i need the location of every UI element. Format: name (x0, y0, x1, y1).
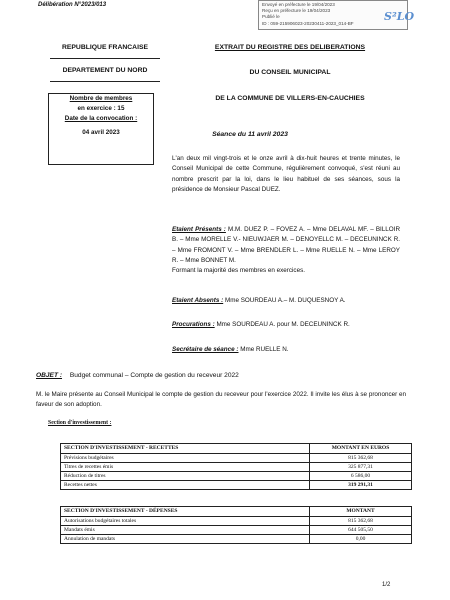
row-label: Titres de recettes émis (61, 462, 310, 471)
table-header-row (61, 507, 412, 517)
row-amount: 6 586,00 (310, 471, 412, 480)
stamp-line: Reçu en préfecture le 19/04/2023 (262, 8, 331, 14)
procurations-block (172, 320, 400, 330)
divider (50, 81, 160, 82)
row-label: Recettes nettes (61, 480, 310, 489)
intro-paragraph: M. le Maire présente au Conseil Municipal le compte de gestion du receveur pour l'exercice 2022. Il invite les élus à se prononcer en faveur de son adoption. (36, 391, 406, 408)
stamp-line: ID : 059-215906023-20230411-2023_014-BF (262, 20, 354, 26)
table-header-amount: MONTANT EN EUROS (310, 444, 412, 454)
deliberation-reference: Délibération N°2023/013 (38, 2, 107, 8)
row-label: Annulation de mandats (61, 534, 310, 543)
table-row (61, 525, 412, 534)
objet-line (36, 372, 239, 379)
republique-header: REPUBLIQUE FRANCAISE (61, 44, 149, 51)
departement-header: DEPARTEMENT DU NORD (62, 67, 148, 74)
objet-label: OBJET : (36, 372, 63, 379)
stamp-line: Envoyé en préfecture le 19/04/2023 (262, 2, 335, 7)
table-header-label: SECTION D'INVESTISSEMENT - DÉPENSES (61, 507, 310, 517)
secretaire-block (172, 345, 400, 355)
row-label: Prévisions budgétaires (61, 453, 310, 462)
members-count: en exercice : 15 (77, 105, 125, 112)
procurations-text: Mme SOURDEAU A. pour M. DECEUNINCK R. (216, 321, 350, 328)
members-label: Nombre de membres (69, 95, 133, 102)
commune-title: DE LA COMMUNE DE VILLERS-EN-CAUCHIES (215, 95, 365, 102)
row-amount: 319 291,31 (310, 480, 412, 489)
recettes-table (60, 443, 412, 490)
row-label: Autorisations budgétaires totales (61, 516, 310, 525)
table-header-row (61, 444, 412, 454)
row-amount: 815 362,68 (310, 516, 412, 525)
table-row (61, 516, 412, 525)
divider (50, 58, 160, 59)
page-number: 1/2 (382, 582, 391, 588)
row-label: Mandats émis (61, 525, 310, 534)
info-box (48, 93, 154, 165)
row-amount: 325 877,31 (310, 462, 412, 471)
objet-text: Budget communal – Compte de gestion du receveur 2022 (69, 372, 239, 379)
table-row-total (61, 480, 412, 489)
secretaire-name: Mme RUELLE N. (240, 346, 289, 353)
absents-list: Mme SOURDEAU A.– M. DUQUESNOY A. (224, 297, 346, 304)
register-title: EXTRAIT DU REGISTRE DES DELIBERATIONS (214, 44, 366, 51)
stamp-line: Publié le (262, 14, 280, 20)
table-header-amount: MONTANT (310, 507, 412, 517)
majority-text: Formant la majorité des membres en exercices. (172, 267, 305, 275)
row-amount: 644 505,50 (310, 525, 412, 534)
council-title: DU CONSEIL MUNICIPAL (249, 69, 331, 76)
table-row (61, 462, 412, 471)
table-header-label: SECTION D'INVESTISSEMENT - RECETTES (61, 444, 310, 454)
row-amount: 815 362,68 (310, 453, 412, 462)
row-amount: 0,00 (310, 534, 412, 543)
slo-logo: S²LO (384, 10, 415, 23)
convocation-label: Date de la convocation : (64, 115, 138, 122)
section-investissement-heading: Section d'investissement : (48, 420, 112, 426)
secretaire-label: Secrétaire de séance : (172, 346, 239, 353)
presents-list: M.M. DUEZ P. – FOVEZ A. – Mme DELAVAL MF. – BILLOIR B. – Mme MORELLE V.- NIEUWJAER M. – DENOYELLC M. – DECEUNINCK R. – Mme FROMONT V. – Mme BRENDLER L. – Mme RUELLE N. – Mme LEROY R. – Mme BONNET M. (172, 226, 400, 264)
depenses-table (60, 506, 412, 544)
absents-label: Etaient Absents : (172, 297, 224, 304)
presents-label: Etaient Présents : (172, 226, 226, 233)
seance-date: Séance du 11 avril 2023 (212, 131, 288, 138)
absents-block (172, 296, 400, 306)
table-row (61, 453, 412, 462)
table-row (61, 471, 412, 480)
presents-block (172, 225, 400, 276)
preamble-paragraph: L'an deux mil vingt-trois et le onze avril à dix-huit heures et trente minutes, le Conseil Municipal de cette Commune, régulièrement convoqué, s'est réuni au nombre prescrit par la loi, dans le lieu habituel de ses séances, sous la présidence de Monsieur Pascal DUEZ. (172, 155, 400, 193)
table-row (61, 534, 412, 543)
procurations-label: Procurations : (172, 321, 215, 328)
convocation-date: 04 avril 2023 (82, 129, 120, 136)
row-label: Réduction de titres (61, 471, 310, 480)
